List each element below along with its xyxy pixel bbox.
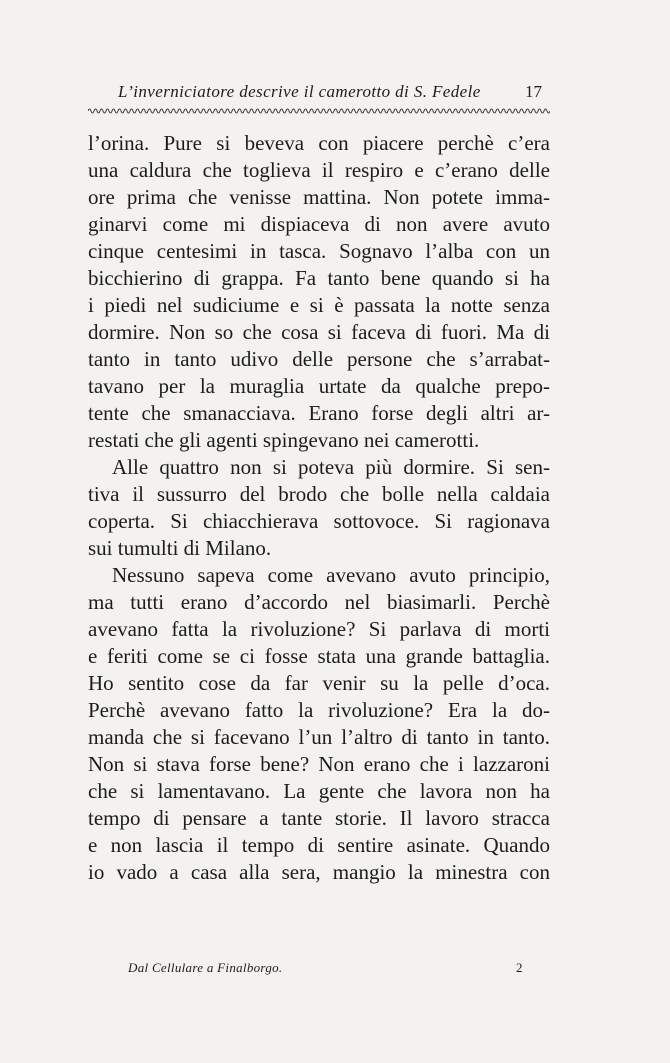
text-line: Alle quattro non si poteva più dormire. Si sen- xyxy=(112,455,550,479)
footer-sheet-number: 2 xyxy=(516,960,523,975)
text-line: ginarvi come mi dispiaceva di non avere avuto xyxy=(88,212,550,236)
wavy-rule-ornament xyxy=(88,106,550,116)
text-line: cinque centesimi in tasca. Sognavo l’alba con un xyxy=(88,239,550,263)
text-line: tempo di pensare a tante storie. Il lavoro stracca xyxy=(88,806,550,830)
text-line: avevano fatta la rivoluzione? Si parlava di morti xyxy=(88,617,550,641)
text-line: ma tutti erano d’accordo nel biasimarli. Perchè xyxy=(88,590,550,614)
text-line: Non si stava forse bene? Non erano che i lazzaroni xyxy=(88,752,550,776)
running-title: L’inverniciatore descrive il camerotto di S. Fedele xyxy=(118,82,481,101)
text-line: manda che si facevano l’un l’altro di tanto in tanto. xyxy=(88,725,550,749)
text-line: Nessuno sapeva come avevano avuto principio, xyxy=(112,563,550,587)
text-line: una caldura che toglieva il respiro e c’erano delle xyxy=(88,158,550,182)
text-line: i piedi nel sudiciume e si è passata la notte senza xyxy=(88,293,550,317)
page-number: 17 xyxy=(525,82,542,101)
text-line: e feriti come se ci fosse stata una grande battaglia. xyxy=(88,644,550,668)
text-line: tente che smanacciava. Erano forse degli altri ar- xyxy=(88,401,550,425)
text-line: tavano per la muraglia urtate da qualche prepo- xyxy=(88,374,550,398)
text-line: ore prima che venisse mattina. Non potete imma- xyxy=(88,185,550,209)
text-line: tanto in tanto udivo delle persone che s’arrabat- xyxy=(88,347,550,371)
text-line: Perchè avevano fatto la rivoluzione? Era la do- xyxy=(88,698,550,722)
text-line: che si lamentavano. La gente che lavora non ha xyxy=(88,779,550,803)
text-line: tiva il sussurro del brodo che bolle nella caldaia xyxy=(88,482,550,506)
text-line: e non lascia il tempo di sentire asinate. Quando xyxy=(88,833,550,857)
text-line: dormire. Non so che cosa si faceva di fuori. Ma di xyxy=(88,320,550,344)
text-line: sui tumulti di Milano. xyxy=(88,536,272,560)
text-line: bicchierino di grappa. Fa tanto bene quando si ha xyxy=(88,266,550,290)
text-line: restati che gli agenti spingevano nei camerotti. xyxy=(88,428,480,452)
text-line: io vado a casa alla sera, mangio la minestra con xyxy=(88,860,550,884)
footer-book-title: Dal Cellulare a Finalborgo. xyxy=(128,960,283,975)
text-line: Ho sentito cose da far venir su la pelle d’oca. xyxy=(88,671,550,695)
running-head xyxy=(110,82,545,108)
body-text xyxy=(88,130,550,886)
text-line: coperta. Si chiacchierava sottovoce. Si ragionava xyxy=(88,509,550,533)
text-line: l’orina. Pure si beveva con piacere perchè c’era xyxy=(88,131,550,155)
